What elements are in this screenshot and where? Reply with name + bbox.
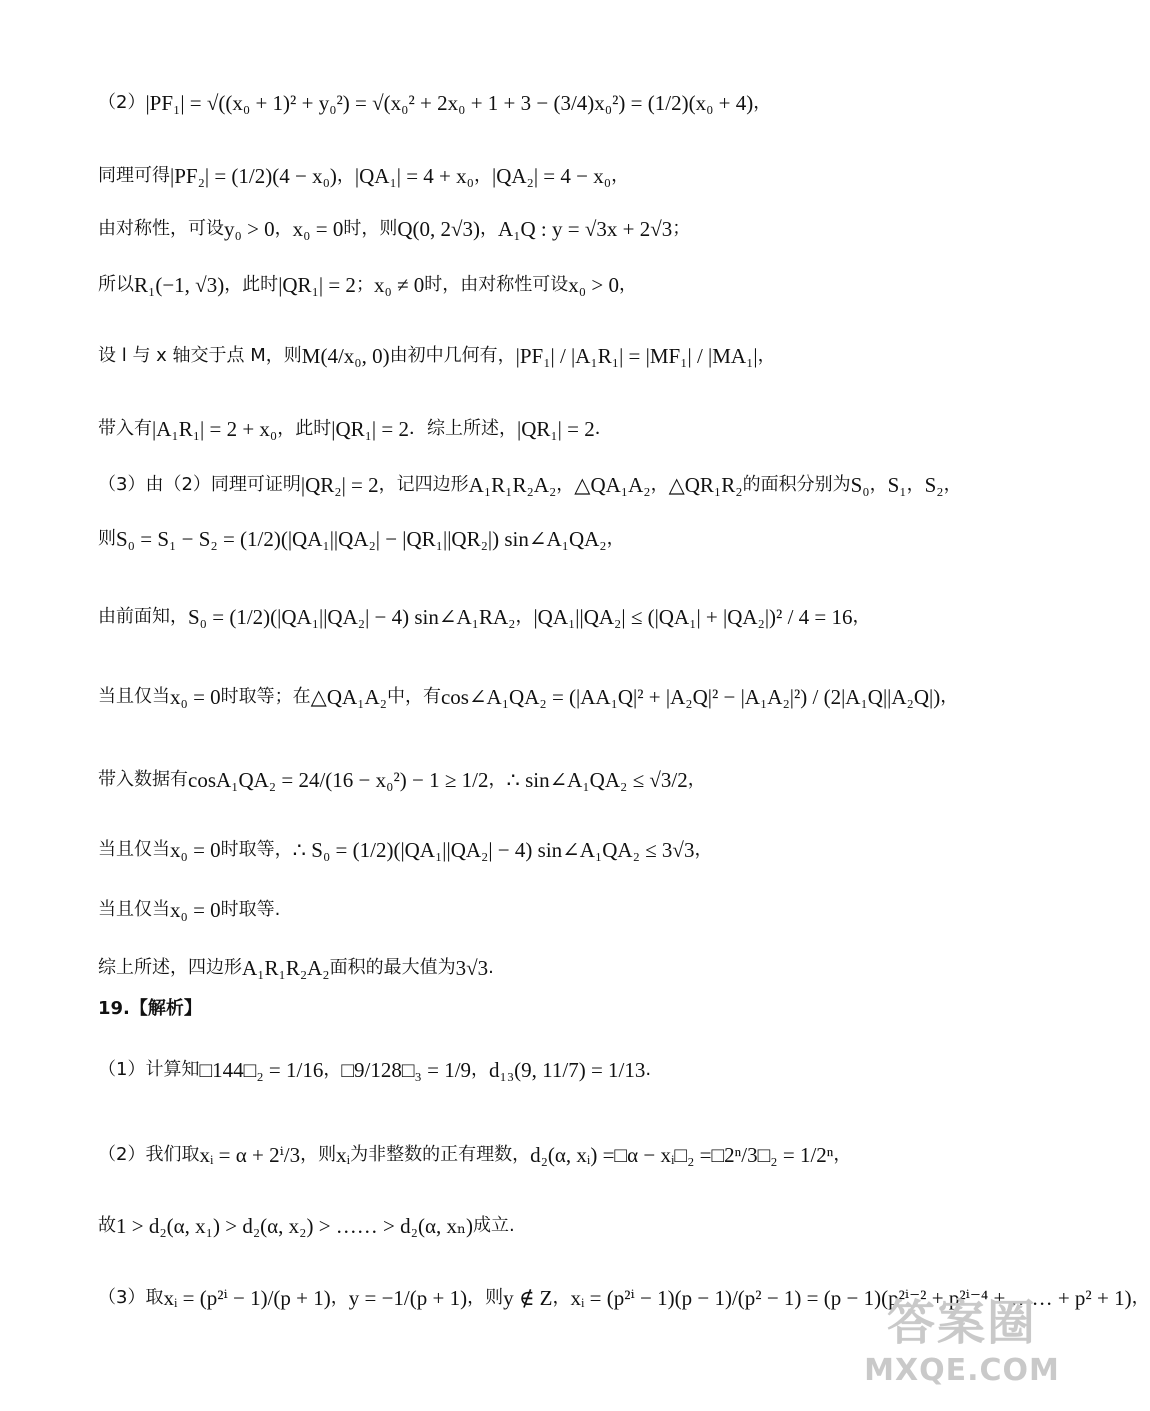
math-expression: d₂(α, xᵢ) =□α − xᵢ□₂ =□2ⁿ/3□₂ = 1/2ⁿ xyxy=(530,1143,834,1167)
text-span: ， xyxy=(480,217,499,239)
text-span: 当且仅当 xyxy=(98,685,170,707)
text-span: ， xyxy=(650,473,669,495)
math-expression: S₁ xyxy=(887,473,907,497)
text-span: ， xyxy=(336,164,355,186)
math-expression: xᵢ xyxy=(336,1143,351,1167)
math-expression: y₀ > 0 xyxy=(224,217,275,241)
text-span: ，则 xyxy=(300,1143,337,1165)
text-span: 中，有 xyxy=(386,685,441,707)
math-expression: x₀ = 0 xyxy=(292,217,344,241)
text-span: ， xyxy=(757,344,776,366)
text-span: ．综上所述， xyxy=(408,417,517,439)
math-expression: △QA₁A₂ xyxy=(574,473,651,497)
math-expression: xᵢ = α + 2ⁱ/3 xyxy=(199,1143,301,1167)
math-expression: S₀ xyxy=(850,473,870,497)
text-span: ， xyxy=(753,91,772,113)
math-expression: ∴ sin∠A₁QA₂ ≤ √3/2 xyxy=(506,768,688,792)
text-span: ， xyxy=(473,164,492,186)
math-expression: □144□₂ = 1/16 xyxy=(199,1058,324,1082)
text-span: ， xyxy=(471,1058,490,1080)
math-expression: △QA₁A₂ xyxy=(310,685,387,709)
math-expression: R₁(−1, √3) xyxy=(134,273,225,297)
text-span: ， xyxy=(833,1143,852,1165)
math-expression: x₀ = 0 xyxy=(170,685,221,709)
text-span: 的面积分别为 xyxy=(742,473,851,495)
text-span: 时取等. xyxy=(220,898,281,920)
math-expression: S₀ = (1/2)(|QA₁||QA₂| − 4) sin∠A₁RA₂ xyxy=(188,605,516,629)
text-span: . xyxy=(488,956,494,978)
math-expression: |PF₁| / |A₁R₁| = |MF₁| / |MA₁| xyxy=(515,344,758,368)
text-span: ． xyxy=(594,417,613,439)
text-span: 时取等， xyxy=(220,838,293,860)
text-line xyxy=(98,472,1040,498)
text-span: ， xyxy=(488,768,507,790)
text-line xyxy=(98,526,1040,552)
text-span: ， xyxy=(515,605,534,627)
text-span: ， xyxy=(618,273,637,295)
text-span: ， xyxy=(852,605,871,627)
math-expression: M(4/x₀, 0) xyxy=(301,344,390,368)
watermark-url: MXQE.COM xyxy=(864,1353,1060,1388)
text-span: 时，则 xyxy=(343,217,398,239)
text-span: （3）由（2）同理可证明 xyxy=(98,473,301,495)
text-line xyxy=(98,998,1040,1021)
math-expression: A₁Q : y = √3x + 2√3 xyxy=(498,217,673,241)
text-span: ，此时 xyxy=(277,417,332,439)
text-line xyxy=(98,604,1040,630)
text-line xyxy=(98,1057,1040,1083)
text-span: 由初中几何有， xyxy=(389,344,516,366)
text-span: ， xyxy=(611,164,630,186)
math-expression: x₀ = 0 xyxy=(170,838,221,862)
text-line xyxy=(98,897,1040,923)
text-span: 时，由对称性可设 xyxy=(424,273,569,295)
math-expression: x₀ = 0 xyxy=(170,898,221,922)
text-line xyxy=(98,767,1040,793)
math-expression: cos∠A₁QA₂ = (|AA₁Q|² + |A₂Q|² − |A₁A₂|²) / (2|A₁Q||A₂Q|) xyxy=(440,685,941,709)
math-expression: |QR₁| = 2 xyxy=(278,273,356,297)
text-span: 所以 xyxy=(98,273,134,295)
text-line xyxy=(98,684,1040,710)
math-expression: xᵢ = (p²ⁱ − 1)(p − 1)/(p² − 1) = (p − 1)(p²ⁱ⁻² + p²ⁱ⁻⁴ + …… + p² + 1) xyxy=(570,1286,1132,1310)
text-span: 面积的最大值为 xyxy=(329,956,456,978)
math-expression: |QR₂| = 2 xyxy=(300,473,379,497)
text-span: 同理可得 xyxy=(98,164,170,186)
text-span: （2） xyxy=(98,91,146,113)
text-span: ， xyxy=(943,473,962,495)
text-span: ， xyxy=(552,1286,571,1308)
text-span: 时取等；在 xyxy=(220,685,311,707)
watermark-logo xyxy=(862,1293,1062,1403)
text-span: ，则 xyxy=(467,1286,504,1308)
text-line xyxy=(98,90,1040,116)
text-line xyxy=(98,216,1040,242)
math-expression: △QR₁R₂ xyxy=(668,473,743,497)
text-span: . xyxy=(645,1058,652,1080)
math-expression: x₀ ≠ 0 xyxy=(373,273,425,297)
text-span: ，记四边形 xyxy=(378,473,469,495)
text-span: ， xyxy=(694,838,713,860)
math-expression: A₁R₁R₂A₂ xyxy=(468,473,557,497)
text-span: （1）计算知 xyxy=(98,1058,200,1080)
math-expression: 3√3 xyxy=(455,956,489,980)
math-expression: ∴ S₀ = (1/2)(|QA₁||QA₂| − 4) sin∠A₁QA₂ ≤ 3√3 xyxy=(292,838,695,862)
section-heading: 19.【解析】 xyxy=(98,998,202,1019)
text-span: ， xyxy=(274,217,293,239)
math-expression: d₁₃(9, 11/7) = 1/13 xyxy=(489,1058,646,1082)
text-line xyxy=(98,163,1040,189)
text-span: 为非整数的正有理数， xyxy=(350,1143,531,1165)
text-span: ； xyxy=(672,217,691,239)
text-span: （2）我们取 xyxy=(98,1143,200,1165)
math-expression: |QR₁| = 2 xyxy=(331,417,409,441)
math-expression: □9/128□₃ = 1/9 xyxy=(341,1058,472,1082)
math-expression: |QA₁| = 4 + x₀ xyxy=(354,164,474,188)
text-line xyxy=(98,955,1040,981)
text-span: 故 xyxy=(98,1214,116,1236)
math-expression: |QA₂| = 4 − x₀ xyxy=(491,164,612,188)
text-span: 由前面知， xyxy=(98,605,188,627)
text-span: 由对称性，可设 xyxy=(98,217,224,239)
text-span: ， xyxy=(940,685,959,707)
text-span: 设 l 与 x 轴交于点 M，则 xyxy=(98,344,302,366)
math-expression: Q(0, 2√3) xyxy=(397,217,481,241)
text-span: ， xyxy=(906,473,925,495)
watermark-title: 答案圈 xyxy=(886,1295,1037,1351)
text-line xyxy=(98,416,1040,442)
text-span: ， xyxy=(323,1058,342,1080)
text-span: ，此时 xyxy=(224,273,279,295)
text-line xyxy=(98,1142,1040,1168)
text-span: 带入有 xyxy=(98,417,152,439)
text-span: ， xyxy=(556,473,575,495)
text-span: ， xyxy=(330,1286,349,1308)
text-span: 带入数据有 xyxy=(98,768,188,790)
text-span: ； xyxy=(355,273,374,295)
math-expression: |PF₁| = √((x₀ + 1)² + y₀²) = √(x₀² + 2x₀ + 1 + 3 − (3/4)x₀²) = (1/2)(x₀ + 4) xyxy=(145,91,754,115)
text-span: ， xyxy=(869,473,888,495)
math-expression: y = −1/(p + 1) xyxy=(348,1286,468,1310)
math-expression: |PF₂| = (1/2)(4 − x₀) xyxy=(170,164,337,188)
math-expression: |QR₁| = 2 xyxy=(516,417,595,441)
text-line xyxy=(98,343,1040,369)
math-expression: xᵢ = (p²ⁱ − 1)/(p + 1) xyxy=(163,1286,331,1310)
text-span: 则 xyxy=(98,527,116,549)
text-line xyxy=(98,837,1040,863)
math-expression: A₁R₁R₂A₂ xyxy=(242,956,330,980)
text-span: 当且仅当 xyxy=(98,898,170,920)
text-span: ， xyxy=(1131,1286,1150,1308)
text-span: ， xyxy=(606,527,625,549)
text-span: 当且仅当 xyxy=(98,838,170,860)
math-expression: S₂ xyxy=(924,473,944,497)
math-expression: y ∉ Z xyxy=(503,1286,553,1310)
text-line xyxy=(98,1213,1040,1239)
text-span: ， xyxy=(687,768,706,790)
math-expression: |A₁R₁| = 2 + x₀ xyxy=(152,417,278,441)
math-expression: 1 > d₂(α, x₁) > d₂(α, x₂) > …… > d₂(α, xₙ) xyxy=(116,1214,474,1238)
math-expression: cosA₁QA₂ = 24/(16 − x₀²) − 1 ≥ 1/2 xyxy=(188,768,489,792)
text-span: （3）取 xyxy=(98,1286,164,1308)
math-expression: |QA₁||QA₂| ≤ (|QA₁| + |QA₂|)² / 4 = 16 xyxy=(533,605,853,629)
text-span: 综上所述，四边形 xyxy=(98,956,242,978)
math-expression: S₀ = S₁ − S₂ = (1/2)(|QA₁||QA₂| − |QR₁||QR₂|) sin∠A₁QA₂ xyxy=(116,527,607,551)
math-expression: x₀ > 0 xyxy=(568,273,619,297)
text-span: 成立. xyxy=(473,1214,515,1236)
text-line xyxy=(98,272,1040,298)
